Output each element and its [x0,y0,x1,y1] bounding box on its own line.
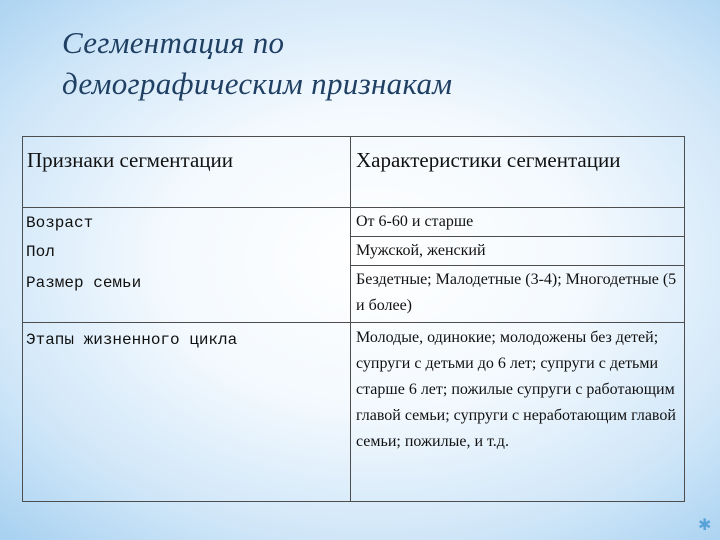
criterion-label: Пол [26,242,55,261]
slide-title-line-2: демографическим признакам [62,66,453,101]
table-row [23,237,685,266]
criterion-cell [23,323,351,502]
criterion-label: Размер семьи [26,273,142,292]
characteristics-text: Бездетные; Малодетные (3-4); Многодетные (5 и более) [356,271,677,314]
slide-title-line-1: Сегментация по [62,25,285,60]
slide-title [62,22,452,104]
characteristics-text: От 6-60 и старше [356,213,474,230]
table-row [23,208,685,237]
header-label: Характеристики сегментации [356,148,621,172]
table-header-row [23,137,685,208]
criterion-label: Этапы жизненного цикла [26,331,238,349]
characteristics-text: Мужской, женский [356,242,486,259]
header-cell-characteristics [351,137,685,208]
table-row [23,323,685,502]
characteristics-cell [351,208,685,237]
characteristics-text: Молодые, одинокие; молодожены без детей; супруги с детьми до 6 лет; супруги с детьми старше 6 лет; пожилые супруги с работающим главой семьи; супруги с неработающим главой семьи; пожилые, и т.д. [356,329,676,450]
criterion-cell [23,266,351,323]
characteristics-cell [351,237,685,266]
characteristics-cell [351,266,685,323]
header-label: Признаки сегментации [27,148,234,172]
asterisk-icon: ✱ [698,515,712,534]
header-cell-criteria [23,137,351,208]
criterion-cell [23,237,351,266]
criterion-label: Возраст [26,214,94,232]
segmentation-table [22,136,685,502]
characteristics-cell [351,323,685,502]
criterion-cell [23,208,351,237]
table-row [23,266,685,323]
